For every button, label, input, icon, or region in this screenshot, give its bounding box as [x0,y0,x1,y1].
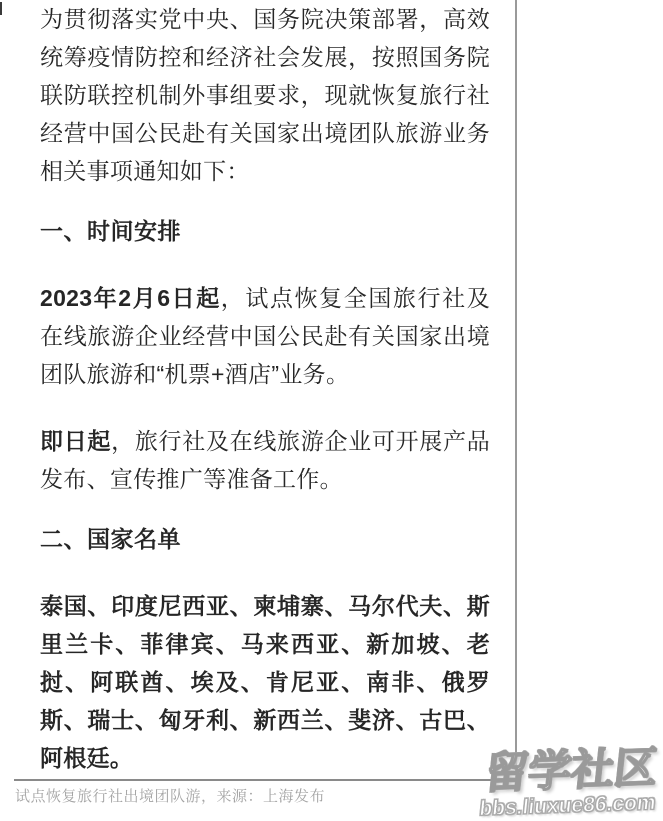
footer-divider-line [14,779,506,781]
country-list-paragraph: 泰国、印度尼西亚、柬埔寨、马尔代夫、斯里兰卡、菲律宾、马来西亚、新加坡、老挝、阿联酋、埃及、肯尼亚、南非、俄罗斯、瑞士、匈牙利、新西兰、斐济、古巴、阿根廷。 [40,593,490,771]
paragraph-start-date [40,279,490,393]
watermark-site-url: bbs.liuxue86.com [478,790,657,821]
intro-paragraph: 为贯彻落实党中央、国务院决策部署，高效统筹疫情防控和经济社会发展，按照国务院联防联控机制外事组要求，现就恢复旅行社经营中国公民赴有关国家出境团队旅游业务相关事项通知如下： [40,6,490,184]
section-2-heading: 二、国家名单 [40,526,181,552]
paragraph-start-date-lead: 2023年2月6日起 [40,285,221,311]
image-source-caption: 试点恢复旅行社出境团队游，来源：上海发布 [15,788,326,805]
paragraph-immediate-lead: 即日起 [40,428,112,454]
section-1-heading: 一、时间安排 [40,218,181,244]
paragraph-start-date-body: ，试点恢复全国旅行社及在线旅游企业经营中国公民赴有关国家出境团队旅游和“机票+酒店”业务。 [40,285,491,387]
watermark-site-name: 留学社区 [482,743,660,799]
paragraph-immediate-body: ，旅行社及在线旅游企业可开展产品发布、宣传推广等准备工作。 [40,428,490,492]
paragraph-immediate [40,422,490,498]
